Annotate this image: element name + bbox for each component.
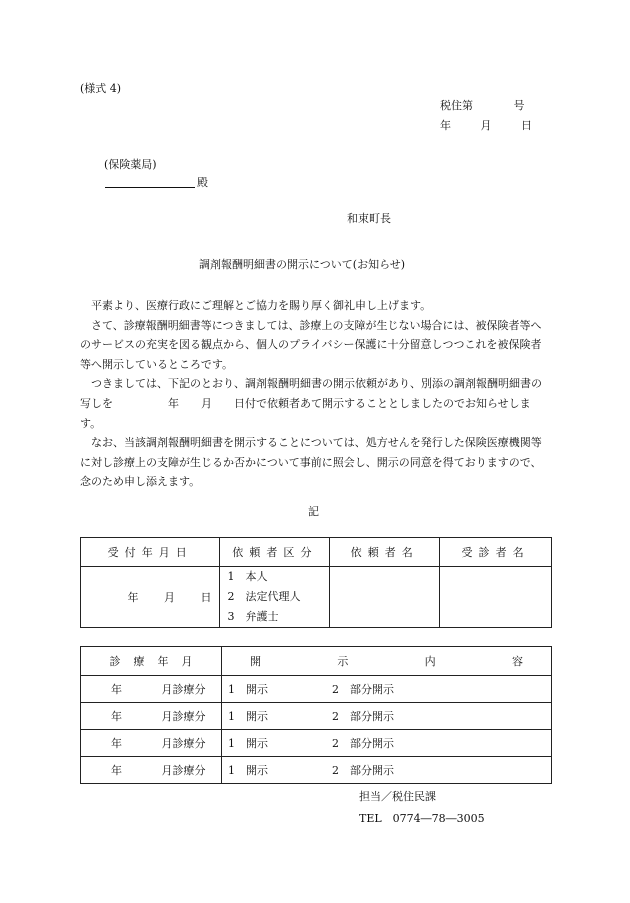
requester-type-options [220, 567, 330, 628]
header-treatment-month [81, 647, 222, 676]
document-title: 調剤報酬明細書の開示について(お知らせ) [199, 258, 406, 271]
option-disclose: 1 開示 [228, 764, 268, 777]
issue-date: 年 月 日 [440, 119, 532, 132]
header-requester-name: 依頼者名 [330, 538, 440, 567]
header-char: 内 [424, 655, 436, 668]
option-legal-representative: 2 法定代理人 [227, 590, 301, 603]
disclosure-options-cell [222, 757, 552, 784]
option-partial-disclose: 2 部分開示 [332, 764, 394, 777]
header-char: 月 [181, 655, 193, 668]
header-patient-name: 受診者名 [440, 538, 552, 567]
form-id: (様式 4) [80, 82, 122, 95]
addressee-label: (保険薬局) [104, 158, 157, 171]
paragraph-note: なお、当該調剤報酬明細書を開示することについては、処方せんを発行した保険医療機関等に対し診療上の支障が生じるか否かについて事前に照会し、開示の同意を得ておりますので、念のため申し添えます。 [80, 436, 542, 489]
option-disclose: 1 開示 [228, 737, 268, 750]
header-disclosure-content [222, 647, 552, 676]
table-row [81, 676, 552, 703]
header-reception-date: 受付年月日 [81, 538, 220, 567]
disclosure-options-cell [222, 730, 552, 757]
header-requester-type: 依頼者区分 [220, 538, 330, 567]
reference-number: 税住第 号 [440, 99, 525, 112]
header-char: 療 [133, 655, 145, 668]
option-partial-disclose: 2 部分開示 [332, 710, 394, 723]
table-row [81, 757, 552, 784]
treatment-month-cell: 年 月診療分 [81, 703, 222, 730]
header-char: 容 [511, 655, 523, 668]
option-disclose: 1 開示 [228, 710, 268, 723]
paragraph-notice: つきましては、下記のとおり、調剤報酬明細書の開示依頼があり、別添の調剤報酬明細書の写しを 年 月 日付で依頼者あて開示することとしましたのでお知らせします。 [80, 377, 542, 430]
treatment-month-cell: 年 月診療分 [81, 757, 222, 784]
option-disclose: 1 開示 [228, 683, 268, 696]
header-char: 開 [250, 655, 261, 668]
option-partial-disclose: 2 部分開示 [332, 737, 394, 750]
paragraph-background: さて、診療報酬明細書等につきましては、診療上の支障が生じない場合には、被保険者等へのサービスの充実を図る観点から、個人のプライバシー保護に十分留意しつつこれを被保険者等へ開示しているところです。 [80, 318, 542, 371]
header-char: 年 [157, 655, 169, 668]
treatment-month-cell: 年 月診療分 [81, 730, 222, 757]
reception-date-cell: 年 月 日 [81, 567, 220, 628]
treatment-month-cell: 年 月診療分 [81, 676, 222, 703]
table-row [81, 730, 552, 757]
header-char: 示 [337, 655, 349, 668]
honorific: 殿 [197, 176, 208, 189]
requester-name-cell [330, 567, 440, 628]
contact-phone: TEL 0774―78―3005 [359, 812, 485, 825]
contact-department: 担当／税住民課 [359, 790, 436, 803]
ki-heading: 記 [308, 505, 319, 518]
addressee-blank-line [105, 174, 195, 188]
option-lawyer: 3 弁護士 [227, 610, 279, 623]
letter-body [80, 296, 550, 492]
table-row [81, 703, 552, 730]
option-self: 1 本人 [227, 570, 268, 583]
patient-name-cell [440, 567, 552, 628]
sender: 和束町長 [347, 212, 391, 225]
disclosure-options-cell [222, 703, 552, 730]
disclosure-options-cell [222, 676, 552, 703]
disclosure-table [80, 646, 552, 784]
header-char: 診 [109, 655, 121, 668]
paragraph-greeting: 平素より、医療行政にご理解とご協力を賜り厚く御礼申し上げます。 [91, 299, 432, 312]
request-table [80, 537, 552, 628]
option-partial-disclose: 2 部分開示 [332, 683, 394, 696]
